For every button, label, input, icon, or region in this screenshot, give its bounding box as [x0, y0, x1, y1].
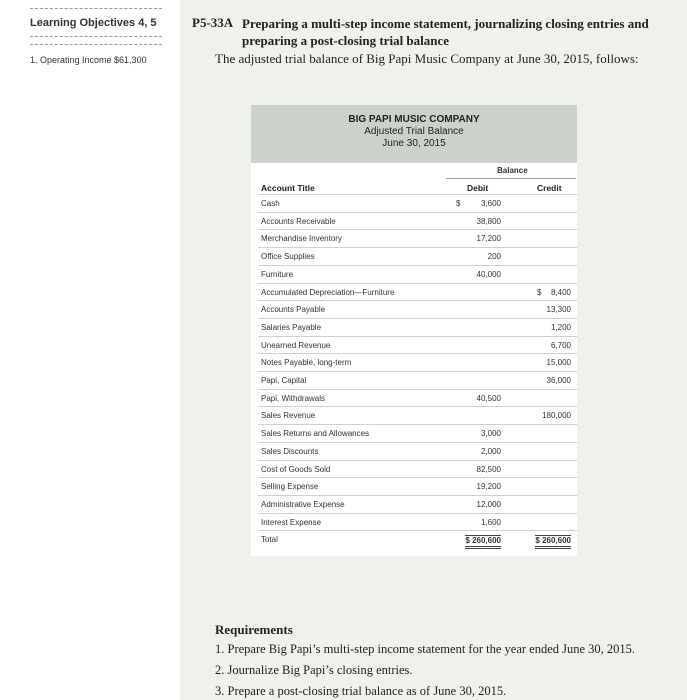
credit-amount: 6,700 — [550, 340, 571, 350]
debit-amount: 82,500 — [476, 464, 501, 474]
account-title: Merchandise Inventory — [261, 234, 342, 244]
table-row — [251, 284, 577, 302]
requirements-title: Requirements — [215, 622, 293, 637]
account-title: Administrative Expense — [261, 499, 345, 509]
account-title: Sales Returns and Allowances — [261, 429, 370, 439]
account-title: Cash — [261, 199, 280, 208]
debit-amount: 1,600 — [480, 517, 501, 527]
balance-label: Balance — [497, 166, 528, 175]
table-row — [251, 496, 577, 514]
account-title: Interest Expense — [261, 517, 322, 527]
statement-date: June 30, 2015 — [382, 138, 446, 149]
column-header-debit: Debit — [467, 183, 489, 193]
account-title: Total — [261, 535, 278, 545]
table-row — [251, 354, 577, 372]
table-row — [251, 390, 577, 408]
debit-amount: 38,800 — [476, 216, 501, 226]
learning-objectives-label: Learning Objectives 4, 5 — [30, 17, 157, 29]
statement-name: Adjusted Trial Balance — [364, 126, 464, 137]
table-row — [251, 478, 577, 496]
column-header-credit: Credit — [537, 183, 562, 193]
table-row — [251, 301, 577, 319]
table-row — [251, 248, 577, 266]
account-title: Accounts Payable — [261, 305, 326, 315]
debit-amount: 40,000 — [476, 269, 501, 279]
table-row — [251, 372, 577, 390]
table-row — [251, 195, 577, 213]
account-title: Accumulated Depreciation—Furniture — [261, 287, 395, 297]
requirement-item: 2. Journalize Big Papi’s closing entries. — [215, 663, 413, 677]
credit-amount: 13,300 — [546, 305, 571, 315]
account-title: Office Supplies — [261, 252, 315, 262]
account-title: Sales Discounts — [261, 446, 319, 456]
total-row — [251, 531, 577, 549]
table-row — [251, 230, 577, 248]
requirement-item: 1. Prepare Big Papi’s multi-step income statement for the year ended June 30, 2015. — [215, 642, 636, 656]
account-title: Unearned Revenue — [261, 340, 331, 350]
debit-amount: 200 — [487, 252, 501, 262]
credit-amount: $ 260,600 — [535, 535, 571, 549]
table-row — [251, 514, 577, 532]
table-row — [251, 443, 577, 461]
dollar-sign: $ — [537, 287, 542, 297]
account-title: Notes Payable, long-term — [261, 358, 352, 368]
table-row — [251, 213, 577, 231]
credit-amount: 1,200 — [550, 322, 571, 332]
account-title: Furniture — [261, 269, 294, 279]
debit-amount: 40,500 — [476, 393, 501, 403]
credit-amount: 180,000 — [542, 411, 571, 421]
credit-amount: 8,400 — [550, 287, 571, 297]
debit-amount: 3,000 — [480, 429, 501, 439]
debit-amount: 2,000 — [480, 446, 501, 456]
table-row — [251, 461, 577, 479]
trial-balance-header — [251, 105, 577, 163]
account-title: Cost of Goods Sold — [261, 464, 331, 474]
credit-amount: 15,000 — [546, 358, 571, 368]
learning-objectives-sidebar — [0, 0, 180, 700]
table-row — [251, 319, 577, 337]
divider — [30, 36, 162, 37]
divider — [30, 8, 162, 9]
table-row — [251, 407, 577, 425]
debit-amount: 17,200 — [476, 234, 501, 244]
problem-title: Preparing a multi-step income statement, journalizing closing entries and preparing a post-closing trial balance — [242, 16, 649, 48]
requirement-item: 3. Prepare a post-closing trial balance as of June 30, 2015. — [215, 684, 507, 698]
divider — [446, 178, 576, 179]
account-title: Sales Revenue — [261, 411, 316, 421]
account-title: Papi, Capital — [261, 376, 307, 385]
company-name: BIG PAPI MUSIC COMPANY — [348, 114, 480, 125]
table-row — [251, 425, 577, 443]
table-row — [251, 266, 577, 284]
debit-amount: 3,600 — [480, 199, 501, 208]
column-header-account: Account Title — [261, 183, 315, 193]
table-row — [251, 337, 577, 355]
debit-amount: $ 260,600 — [465, 535, 501, 549]
divider — [30, 44, 162, 45]
account-title: Salaries Payable — [261, 322, 322, 332]
debit-amount: 19,200 — [476, 482, 501, 492]
credit-amount: 36,000 — [546, 376, 571, 385]
problem-intro: The adjusted trial balance of Big Papi Music Company at June 30, 2015, follows: — [215, 51, 639, 66]
account-title: Papi, Withdrawals — [261, 393, 326, 403]
problem-id: P5-33A — [192, 15, 234, 30]
account-title: Accounts Receivable — [261, 216, 336, 226]
debit-amount: 12,000 — [476, 499, 501, 509]
check-figure: 1. Operating Income $61,300 — [30, 55, 147, 65]
account-title: Selling Expense — [261, 482, 319, 492]
dollar-sign: $ — [456, 199, 461, 208]
